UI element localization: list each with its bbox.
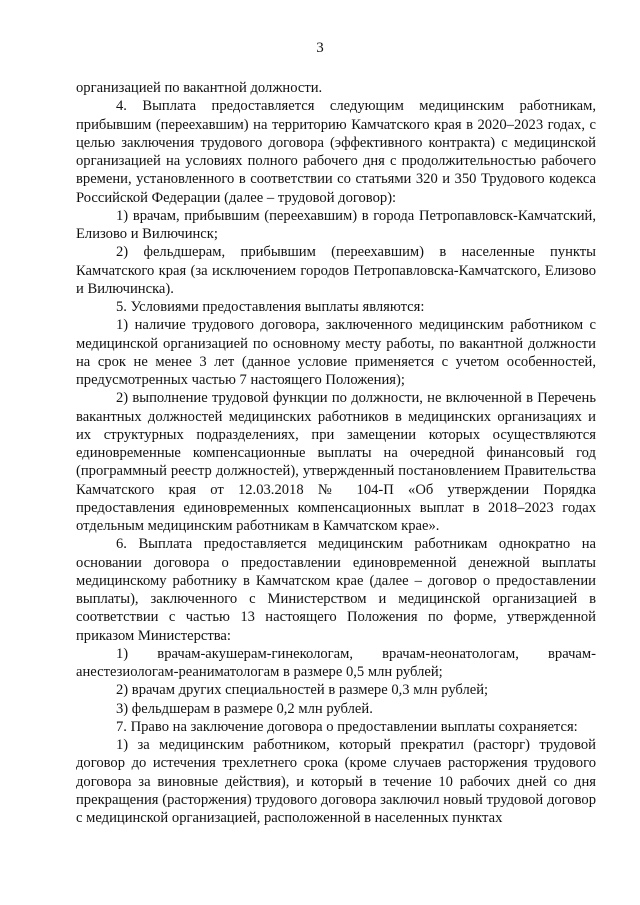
paragraph-item-6-2: 2) врачам других специальностей в размере 0,3 млн рублей;	[116, 682, 489, 699]
paragraph-item-5-2: 2) выполнение трудовой функции по должности, не включенной в Перечень вакантных должностей медицинских работников в медицинских организациях и их структурных подразделениях, при замещении которых осуществляются единовременные компенсационные выплаты на очередной финансовый год (программный реестр должностей), утвержденный постановлением Правительства Камчатского края от 12.03.2018 № 104-П «Об утверждении Порядка предоставления единовременных компенсационных выплат в 2018–2023 годах отдельным медицинским работникам в Камчатском крае».	[76, 390, 596, 534]
paragraph-item-6-3: 3) фельдшерам в размере 0,2 млн рублей.	[116, 700, 373, 717]
document-body	[76, 79, 596, 827]
paragraph-item-4-1: 1) врачам, прибывшим (переехавшим) в города Петропавловск-Камчатский, Елизово и Вилючинск;	[76, 207, 596, 242]
paragraph-item-6-1: 1) врачам-акушерам-гинекологам, врачам-неонатологам, врачам-анестезиологам-реаниматологам в размере 0,5 млн рублей;	[76, 645, 596, 680]
paragraph-item-6: 6. Выплата предоставляется медицинским работникам однократно на основании договора о предоставлении единовременной денежной выплаты медицинскому работнику в Камчатском крае (далее – договор о предоставлении выплаты), заключенного с Министерством и медицинской организацией в соответствии с частью 13 настоящего Положения по форме, утвержденной приказом Министерства:	[76, 536, 596, 644]
paragraph-item-5: 5. Условиями предоставления выплаты являются:	[116, 299, 425, 315]
paragraph-item-4: 4. Выплата предоставляется следующим медицинским работникам, прибывшим (переехавшим) на территорию Камчатского края в 2020–2023 годах, с целью заключения трудового договора (эффективного контракта) с медицинской организацией на условиях полного рабочего дня с продолжительностью рабочего времени, установленного в соответствии со статьями 320 и 350 Трудового кодекса Российской Федерации (далее – трудовой договор):	[76, 98, 596, 206]
paragraph-item-4-2: 2) фельдшерам, прибывшим (переехавшим) в населенные пункты Камчатского края (за исключением городов Петропавловска-Камчатского, Елизово и Вилючинска).	[76, 244, 596, 297]
paragraph-item-5-1: 1) наличие трудового договора, заключенного медицинским работником с медицинской организацией по основному месту работы, по вакантной должности на срок не менее 3 лет (данное условие применяется с учетом особенностей, предусмотренных частью 7 настоящего Положения);	[76, 317, 596, 388]
page-number: 3	[316, 40, 324, 56]
paragraph-item-7-1: 1) за медицинским работником, который прекратил (расторг) трудовой договор до истечения трехлетнего срока (кроме случаев расторжения трудового договора за виновные действия), и который в течение 10 рабочих дней со дня прекращения (расторжения) трудового договора заключил новый трудовой договор с медицинской организацией, расположенной в населенных пунктах	[76, 737, 596, 826]
paragraph-item-7: 7. Право на заключение договора о предоставлении выплаты сохраняется:	[116, 718, 578, 735]
paragraph-continuation: организацией по вакантной должности.	[76, 80, 323, 96]
